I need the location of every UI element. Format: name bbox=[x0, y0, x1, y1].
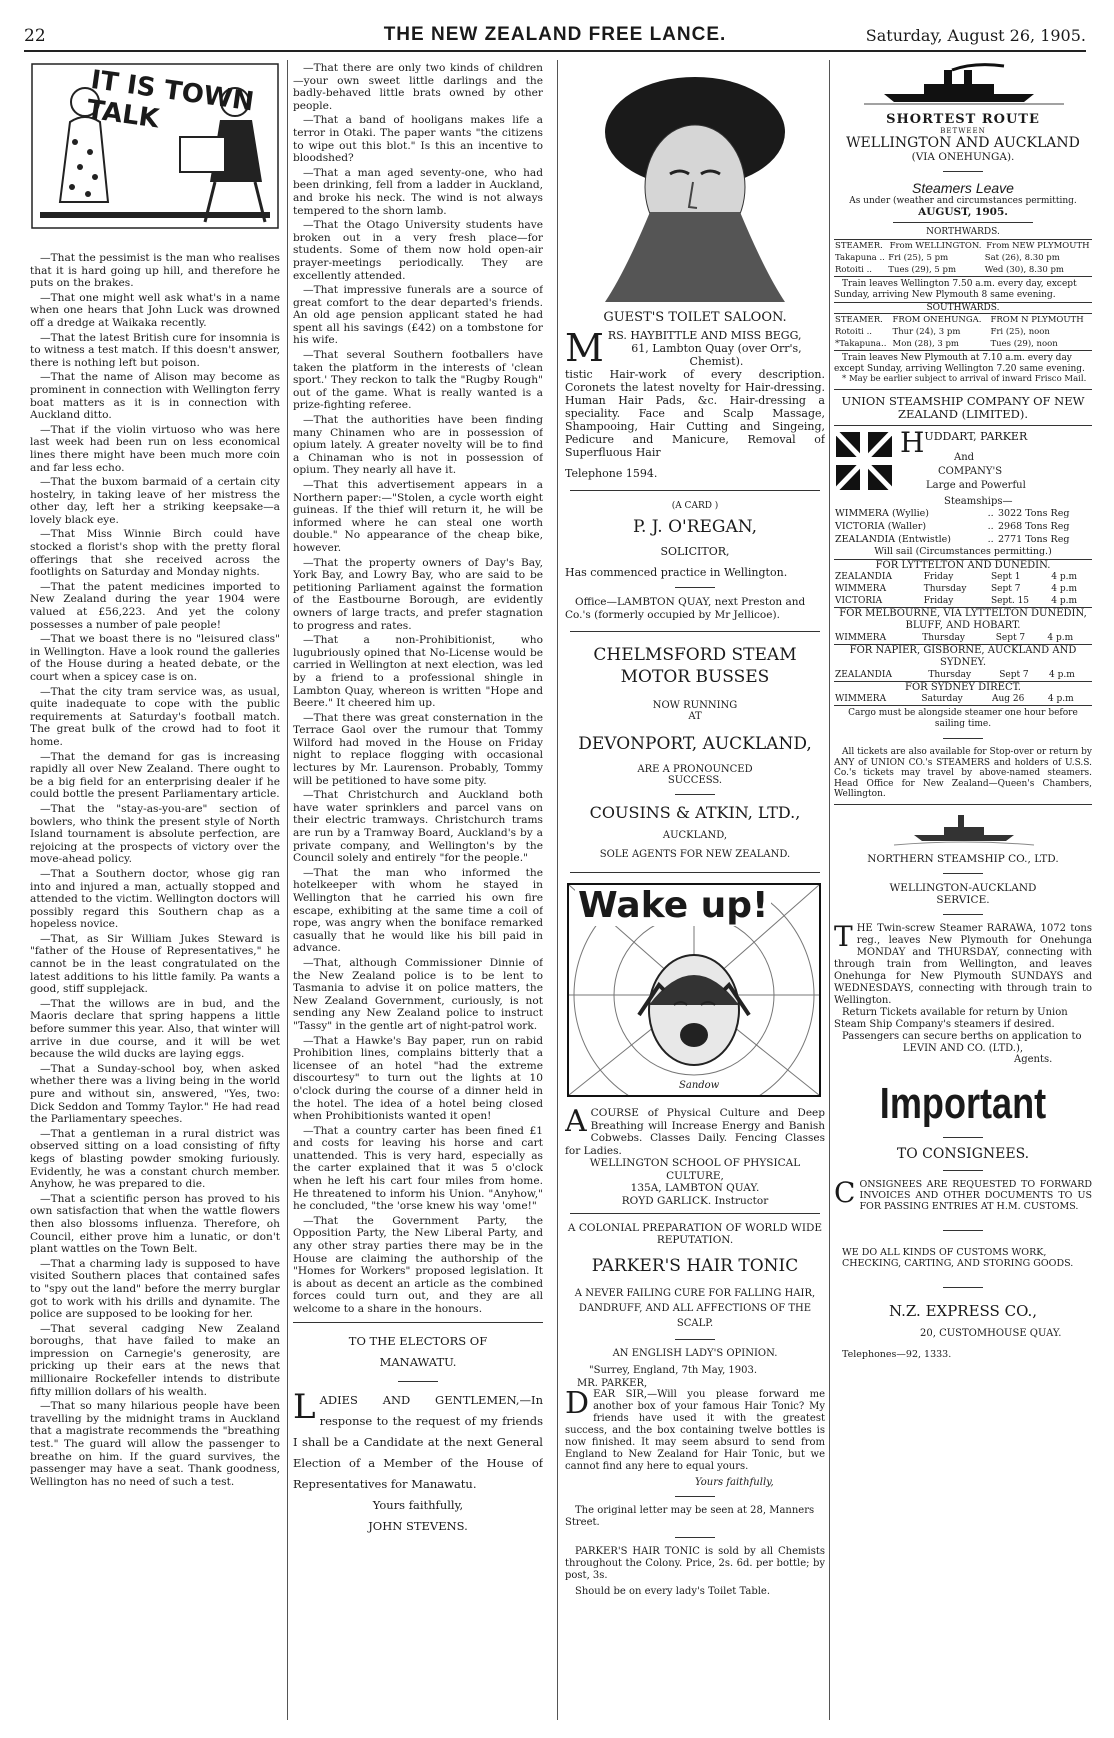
paragraph: —That the demand for gas is increasing rapidly all over New Zealand. There ought to be a big field for an enterprising dealer if he could bottle the present Parliamentary article. bbox=[30, 750, 280, 801]
wake-up-ad bbox=[567, 883, 821, 1097]
table-row bbox=[834, 520, 1092, 533]
divider bbox=[570, 872, 820, 873]
parker-title: PARKER'S HAIR TONIC bbox=[591, 1256, 799, 1276]
napier-table bbox=[834, 669, 1092, 681]
physical-instructor: ROYD GARLICK. Instructor bbox=[621, 1194, 769, 1207]
table-cell: ZEALANDIA (Entwistle) bbox=[835, 534, 951, 545]
drop-cap: C bbox=[834, 1175, 856, 1209]
divider bbox=[943, 1287, 983, 1288]
divider bbox=[675, 1537, 715, 1538]
parker-opinion: AN ENGLISH LADY'S OPINION. bbox=[612, 1348, 778, 1359]
paragraph: —That Christchurch and Auckland both have water sprinklers and parcel vans on their electric tramways. Christchurch trams are run by a Tramway Board, Auckland's by a private company, and Wellington's by the Council solely and entirely "for the people." bbox=[293, 789, 543, 865]
electors-notice bbox=[293, 1331, 543, 1537]
table-cell: 4 p.m bbox=[1051, 596, 1077, 606]
table-cell: 4 p.m bbox=[1047, 694, 1074, 704]
paragraph: —That several Southern footballers have taken the platform in the interests of 'clean sport.' They reckon to talk the "Rugby Rough" out of the game. What is really wanted is a prize-fighting referee. bbox=[293, 349, 543, 412]
paragraph: —That a Sunday-school boy, when asked whether there was a living being in the world pure and without sin, answered, "Yes, two: Dick Seddon and Tommy Taylor." He had read the Parliamentary speeches. bbox=[30, 1062, 280, 1126]
town-talk-continued-paragraphs bbox=[293, 62, 543, 1316]
express-address: 20, CUSTOMHOUSE QUAY. bbox=[920, 1327, 1062, 1339]
paragraph: —That this advertisement appears in a Northern paper:—"Stolen, a cycle worth eight guineas. If the thief will return it, he will be informed where he can steal one worth double." No appearance of the cheap bike, however. bbox=[293, 479, 543, 554]
steamers-leave: Steamers Leave bbox=[912, 180, 1014, 196]
northwards-note: Train leaves Wellington 7.50 a.m. every day, except Sunday, arriving New Plymouth 8 same evening. bbox=[834, 279, 1077, 300]
paragraph: —That a gentleman in a rural district was observed sitting on a load consisting of fifty kegs of blasting powder smoking furiously. Evidently, he was a constant church member. Anyhow, he was prepared to die. bbox=[30, 1127, 280, 1191]
table-cell: ZEALANDIA bbox=[835, 670, 892, 680]
drop-cap: D bbox=[565, 1386, 590, 1421]
divider bbox=[570, 490, 820, 491]
paragraph: —That the "stay-as-you-are" section of bowlers, who think the present style of North Island tournament is absolute perfection, are rejoicing at the prospects of victory over the move-ahead policy. bbox=[30, 802, 280, 866]
table-header bbox=[834, 240, 1092, 253]
town-talk-continued-column bbox=[293, 62, 543, 1722]
physical-address: 135A, LAMBTON QUAY. bbox=[630, 1182, 760, 1194]
table-row bbox=[834, 595, 1092, 607]
paragraph: —That a man aged seventy-one, who had been drinking, fell from a ladder in Auckland, and broke his neck. The wind is not always tempered to the shorn lamb. bbox=[293, 166, 543, 217]
divider bbox=[293, 1322, 543, 1323]
masthead: THE NEW ZEALAND FREE LANCE. bbox=[383, 24, 727, 45]
northern-body-block bbox=[834, 919, 1092, 1007]
table-cell: Takapuna .. bbox=[835, 253, 885, 263]
physical-school: WELLINGTON SCHOOL OF PHYSICAL CULTURE, bbox=[589, 1157, 801, 1182]
paragraph: —That, as Sir William Jukes Steward is "father of the House of Representatives," he cannot be in the least congratulated on the latest additions to his little family. Pa wants a good, stiff supplejack. bbox=[30, 932, 280, 996]
northern-agents: Agents. bbox=[1014, 1053, 1053, 1065]
table-row bbox=[834, 693, 1092, 705]
table-cell: Sept 7 bbox=[990, 584, 1021, 594]
table-cell: Thursday bbox=[928, 670, 972, 680]
cargo-note: Cargo must be alongside steamer one hour before sailing time. bbox=[834, 705, 1092, 730]
busses-city: AUCKLAND, bbox=[662, 830, 728, 841]
paragraph: —That the authorities have been finding many Chinamen who are in possession of opium lately. A greater novelty will be to find a Chinaman who is not in possession of opium. They nearly all have it. bbox=[293, 414, 543, 477]
route-month: AUGUST, 1905. bbox=[918, 206, 1008, 218]
page-number: 22 bbox=[24, 26, 46, 46]
busses-places: DEVONPORT, AUCKLAND, bbox=[578, 734, 812, 754]
solicitor-name: P. J. O'REGAN, bbox=[633, 517, 757, 537]
divider bbox=[398, 1381, 438, 1382]
table-cell: 4 p.m bbox=[1047, 633, 1074, 643]
route-title: SHORTEST ROUTE bbox=[886, 112, 1040, 127]
parker-cure: A NEVER FAILING CURE FOR FALLING HAIR, DANDRUFF, AND ALL AFFECTIONS OF THE SCALP. bbox=[574, 1288, 816, 1329]
advertisements-column-3 bbox=[565, 62, 825, 1722]
paragraph: —That the Government Party, the Opposition Party, the New Liberal Party, and any other stray parties there may be in the House are claiming the authorship of the "Homes for Workers" proposed legislation. It is about as decent an article as the combined forces could turn out, and they are all welcome to a share in the honours. bbox=[293, 1214, 543, 1315]
busses-running: NOW RUNNING bbox=[652, 700, 738, 711]
table-row bbox=[834, 252, 1092, 264]
town-talk-column bbox=[30, 62, 280, 1722]
table-row bbox=[834, 583, 1092, 595]
paragraph: —That impressive funerals are a source of great comfort to the dear departed's friends. An old age pension applicant stated he had spent all his savings (£42) on a tombstone for his wife. bbox=[293, 284, 543, 347]
paragraph: —That a country carter has been fined £1 and costs for leaving his horse and cart unattended. This is very hard, especially as the carter explained that it was 5 o'clock when he left his cart four miles from home. He threatened to inform his Union. "Anyhow," he concluded, "the 'orse knew his way 'ome!" bbox=[293, 1124, 543, 1213]
busses-title-line1: CHELMSFORD STEAM bbox=[593, 645, 797, 665]
saloon-services: tistic Hair-work of every description. Coronets the latest novelty for Hair-dressing. Human Hair Pads, &c. Hair-dressing a speciality. Face and Scalp Massage, Shampooing, Hair Cutting and Singeing, Pedicure and Manicure, Removal of Superfluous Hair bbox=[565, 368, 825, 459]
table-row bbox=[834, 571, 1092, 583]
table-cell: Saturday bbox=[921, 694, 963, 704]
wake-up-signature: Sandow bbox=[679, 1080, 720, 1091]
table-cell: 3022 Tons Reg bbox=[998, 508, 1070, 519]
table-cell: Friday bbox=[923, 572, 954, 582]
table-cell: Tues (29), noon bbox=[990, 339, 1058, 349]
paragraph: —That the property owners of Day's Bay, York Bay, and Lowry Bay, who are said to be petitioning Parliament against the formation of the Eastbourne Borough, are evidently owners of large tracts, and prefer stagnation to progress and rates. bbox=[293, 556, 543, 632]
union-flag-icon bbox=[836, 432, 892, 490]
paragraph: —That a charming lady is supposed to have visited Southern places that contained safes to "spy out the land" before the merry burglar got to work with his drills and dynamite. The police are supposed to be looking for her. bbox=[30, 1257, 280, 1321]
saloon-title: GUEST'S TOILET SALOON. bbox=[603, 310, 787, 325]
northern-body: HE Twin-screw Steamer RARAWA, 1072 tons reg., leaves New Plymouth for Onehunga MONDAY and THURSDAY, connecting with through train from Wellington, and leaves Onehunga for New Plymouth SUNDAYS and WEDNESDAYS, connecting with through train to Wellington. bbox=[834, 922, 1092, 1006]
table-cell: *Takapuna.. bbox=[835, 339, 887, 349]
paragraph: —That several cadging New Zealand boroughs, that have failed to make an impression on Carnegie's generosity, are pricking up their ears at the news that millionaire Rockefeller intends to distribute fifty million dollars of his wealth. bbox=[30, 1322, 280, 1398]
busses-title-line2: MOTOR BUSSES bbox=[620, 667, 770, 687]
frisco-note: * May be earlier subject to arrival of inward Frisco Mail. bbox=[842, 374, 1087, 384]
table-cell: Rotoiti .. bbox=[835, 327, 873, 337]
express-telephones: Telephones—92, 1333. bbox=[842, 1348, 952, 1360]
important-heading: Important bbox=[879, 1078, 1047, 1128]
drop-cap: T bbox=[834, 919, 853, 953]
paragraph: —That the Otago University students have broken out in a very fresh place—for students. Some of them now hold open-air prayer-meetings periodically. They are excellently attended. bbox=[293, 219, 543, 282]
divider bbox=[943, 1170, 983, 1171]
paragraph: —That a scientific person has proved to his own satisfaction that when the wattle flowers then also blossoms influenza. Therefore, oh Council, either prove him a lunatic, or don't plant wattles on the Town Belt. bbox=[30, 1192, 280, 1256]
paragraph: —That a Southern doctor, whose gig ran into and injured a man, actually stopped and attended to the victim. Wellington doctors will possibly regard this Southern chap as a hopeless novice. bbox=[30, 867, 280, 931]
route-lyttelton: FOR LYTTELTON AND DUNEDIN. bbox=[834, 559, 1092, 571]
parker-to: MR. PARKER, bbox=[577, 1378, 648, 1389]
table-header bbox=[834, 314, 1092, 327]
illustration-title: IT IS TOWN TALK bbox=[84, 64, 256, 135]
drop-cap: L bbox=[293, 1386, 316, 1427]
table-cell: Sept. 15 bbox=[990, 596, 1030, 606]
page-header bbox=[24, 20, 1086, 52]
paragraph: —That a band of hooligans makes life a terror in Otaki. The paper wants "the citizens to wipe out this blot." Is this an incentive to bloodshed? bbox=[293, 114, 543, 165]
table-cell: STEAMER. bbox=[835, 241, 883, 251]
physical-body: COURSE of Physical Culture and Deep Breathing will Increase Energy and Banish Cobwebs. Classes Daily. Fencing Classes for Ladies. bbox=[565, 1107, 825, 1157]
table-cell: VICTORIA (Waller) bbox=[835, 521, 927, 532]
paragraph: —That the name of Alison may become as prominent in connection with Wellington ferry boat matters as it is in connection with Auckland ditto. bbox=[30, 371, 280, 422]
northern-title: NORTHERN STEAMSHIP CO., LTD. bbox=[867, 852, 1059, 865]
northern-agent: LEVIN AND CO. (LTD.), bbox=[902, 1042, 1024, 1054]
solicitor-body: Has commenced practice in Wellington. bbox=[565, 566, 788, 579]
route-conditions: As under (weather and circumstances permitting. bbox=[849, 196, 1077, 206]
table-cell: Thursday bbox=[923, 584, 967, 594]
table-cell: Tues (29), 5 pm bbox=[888, 265, 956, 275]
paragraph: —That the patent medicines imported to New Zealand during the year 1904 were valued at £56,223. And yet the colony possesses a number of pale people! bbox=[30, 580, 280, 631]
northern-berths: Passengers can secure berths on application to bbox=[842, 1030, 1082, 1042]
table-row bbox=[834, 533, 1092, 546]
table-cell: Mon (28), 3 pm bbox=[892, 339, 959, 349]
table-cell: Sat (26), 8.30 pm bbox=[984, 253, 1060, 263]
table-cell: Sept 1 bbox=[990, 572, 1021, 582]
busses-agents: SOLE AGENTS FOR NEW ZEALAND. bbox=[599, 849, 791, 860]
route-napier: FOR NAPIER, GISBORNE, AUCKLAND AND SYDNEY. bbox=[834, 644, 1092, 669]
card-label: (A CARD ) bbox=[671, 501, 719, 511]
divider bbox=[943, 738, 983, 739]
advertisements-column-4 bbox=[834, 62, 1092, 1722]
parker-letter: EAR SIR,—Will you please forward me another box of your famous Hair Tonic? My friends have used it with the greatest success, and the box containing twelve bottles is now finished. It may seem absurd to send from England to New Zealand for Hair Tonic, but we cannot find any here to equal yours. bbox=[565, 1389, 825, 1472]
customs-work: WE DO ALL KINDS OF CUSTOMS WORK, CHECKING, CARTING, AND STORING GOODS. bbox=[842, 1246, 1074, 1269]
paragraph: —That a non-Prohibitionist, who lugubriously opined that No-License would be carried in Wellington at next election, was led by a friend to a professional shingle in Lambton Quay, whereon is written "Hope and Beere." It cheered him up. bbox=[293, 634, 543, 710]
table-cell: FROM N PLYMOUTH bbox=[990, 315, 1084, 325]
table-cell: From WELLINGTON. bbox=[889, 241, 982, 251]
divider bbox=[675, 794, 715, 795]
paragraph: —That one might well ask what's in a name when one hears that John Luck was drowned off a dredge at Waikaka recently. bbox=[30, 291, 280, 329]
consignees-body-block bbox=[834, 1175, 1092, 1212]
union-sail: Will sail (Circumstances permitting.) bbox=[874, 546, 1052, 557]
parker-original: The original letter may be seen at 28, Manners Street. bbox=[565, 1505, 815, 1528]
divider bbox=[943, 914, 983, 915]
wake-up-headline: Wake up! bbox=[575, 885, 771, 926]
busses-title bbox=[565, 644, 825, 688]
paragraph: —That the latest British cure for insomnia is to witness a test match. If this doesn't answer, there is nothing left but poison. bbox=[30, 331, 280, 369]
electors-body: ADIES AND GENTLEMEN,—In response to the request of my friends I shall be a Candidate at the next General Election of a Member of the House of Representatives for Manawatu. bbox=[293, 1392, 543, 1491]
table-cell: .. bbox=[987, 508, 994, 519]
table-cell: From NEW PLYMOUTH bbox=[986, 241, 1090, 251]
paragraph: —That the pessimist is the man who realises that it is hard going up hill, and therefore he puts on the brakes. bbox=[30, 252, 280, 290]
table-row bbox=[834, 669, 1092, 681]
electors-title: TO THE ELECTORS OF bbox=[348, 1333, 488, 1348]
table-cell: WIMMERA bbox=[835, 633, 887, 643]
divider bbox=[834, 804, 1092, 805]
express-firm: N.Z. EXPRESS CO., bbox=[888, 1301, 1038, 1320]
northern-return: Return Tickets available for return by Union Steam Ship Company's steamers if desired. bbox=[834, 1006, 1068, 1030]
electors-district: MANAWATU. bbox=[379, 1354, 457, 1369]
paragraph: —That a Hawke's Bay paper, run on rabid Prohibition lines, complains bitterly that a licensee of an hotel "had the extreme discourtesy" to turn out the lights at 10 o'clock during the course of a dinner held in the hotel. The idea of a hotel being closed when Prohibitionists wanted it open! bbox=[293, 1034, 543, 1123]
solicitor-role: SOLICITOR, bbox=[660, 545, 730, 558]
table-cell: Thur (24), 3 pm bbox=[892, 327, 961, 337]
table-cell: WIMMERA (Wyllie) bbox=[835, 508, 930, 519]
divider bbox=[675, 1496, 715, 1497]
divider bbox=[675, 587, 715, 588]
paragraph: —That, although Commissioner Dinnie of the New Zealand police is to be lent to Tasmania to advise it on police matters, the New Zealand Government, curiously, is not sending any New Zealand police to instruct "Tassy" in the gentle art of night-patrol work. bbox=[293, 956, 543, 1032]
column-rule bbox=[287, 60, 288, 1720]
table-row bbox=[834, 632, 1092, 644]
saloon-ad bbox=[565, 326, 825, 480]
drop-cap: M bbox=[565, 326, 604, 370]
parker-intro: A COLONIAL PREPARATION OF WORLD WIDE REPUTATION. bbox=[567, 1222, 823, 1246]
divider bbox=[893, 222, 1033, 223]
table-cell: VICTORIA bbox=[835, 596, 883, 606]
route-via: (VIA ONEHUNGA). bbox=[911, 151, 1015, 163]
saloon-phone: Telephone 1594. bbox=[565, 467, 658, 480]
northern-steamer-icon bbox=[834, 809, 1092, 849]
union-heading-block bbox=[834, 426, 1092, 496]
lady-portrait-image bbox=[565, 62, 825, 302]
saloon-address: 61, Lambton Quay (over Orr's, Chemist). bbox=[631, 342, 802, 368]
table-cell: STEAMER. bbox=[835, 315, 883, 325]
southwards-label: SOUTHWARDS. bbox=[834, 302, 1092, 313]
union-large: Large and Powerful bbox=[926, 480, 1026, 491]
northern-route: WELLINGTON-AUCKLAND SERVICE. bbox=[889, 881, 1037, 906]
paragraph: —That the man who informed the hotelkeeper with whom he stayed in Wellington that he carried his own fire escape, exhibiting at the same time a coil of rope, was angry when the boniface remarked casually that he would like his bill paid in advance. bbox=[293, 866, 543, 955]
paragraph: —That there was great consternation in the Terrace Gaol over the rumour that Tommy Wilford had moved in the House on Friday night to replace flogging with occasional lectures by Mr. Laurenson. Probably, Tommy will be petitioned to have some pity. bbox=[293, 711, 543, 787]
busses-pronounced: ARE A PRONOUNCED bbox=[637, 764, 753, 775]
divider bbox=[834, 389, 1092, 390]
parker-letter-block bbox=[565, 1386, 825, 1473]
table-cell: Wed (30), 8.30 pm bbox=[984, 265, 1064, 275]
union-head: UDDART, PARKER bbox=[924, 430, 1028, 443]
drop-cap: H bbox=[900, 426, 925, 459]
column-rule bbox=[557, 60, 558, 1720]
steamer-icon bbox=[834, 62, 1092, 108]
table-cell: WIMMERA bbox=[835, 694, 887, 704]
divider bbox=[943, 873, 983, 874]
table-cell: .. bbox=[987, 521, 994, 532]
paragraph: —That so many hilarious people have been travelling by the midnight trams in Auckland that a magistrate recommends the "breathing test." The guard will allow the passenger to breathe on him. If the guard survives, the passenger may have a seat. Thank goodness, Wellington has no need of such a test. bbox=[30, 1400, 280, 1488]
route-melbourne: FOR MELBOURNE, VIA LYTTELTON DUNEDIN, BLUFF, AND HOBART. bbox=[834, 607, 1092, 632]
union-fleet-table bbox=[834, 507, 1092, 546]
sydney-table bbox=[834, 693, 1092, 705]
table-cell: 2771 Tons Reg bbox=[998, 534, 1070, 545]
route-sydney: FOR SYDNEY DIRECT. bbox=[834, 681, 1092, 693]
parker-table: Should be on every lady's Toilet Table. bbox=[575, 1586, 771, 1597]
table-cell: .. bbox=[987, 534, 994, 545]
parker-sold: PARKER'S HAIR TONIC is sold by all Chemists throughout the Colony. Price, 2s. 6d. per bottle; by post, 3s. bbox=[565, 1546, 825, 1581]
table-cell: WIMMERA bbox=[835, 584, 887, 594]
table-cell: Friday bbox=[923, 596, 954, 606]
paragraph: —That there are only two kinds of children—your own sweet little darlings and the badly-behaved little brats owned by other people. bbox=[293, 62, 543, 112]
consignees-title: TO CONSIGNEES. bbox=[896, 1145, 1030, 1162]
issue-date: Saturday, August 26, 1905. bbox=[865, 26, 1086, 45]
southwards-table bbox=[834, 313, 1092, 351]
union-and: And bbox=[954, 452, 975, 463]
melbourne-table bbox=[834, 632, 1092, 644]
table-row bbox=[834, 326, 1092, 338]
lyttelton-table bbox=[834, 571, 1092, 607]
divider bbox=[570, 1213, 820, 1214]
divider bbox=[943, 1137, 983, 1138]
northwards-label: NORTHWARDS. bbox=[926, 227, 1000, 237]
parker-place: "Surrey, England, 7th May, 1903. bbox=[589, 1365, 758, 1376]
paragraph: —That if the violin virtuoso who was here last week had been run on less economical lines there might have been much more coin and far less echo. bbox=[30, 423, 280, 474]
divider bbox=[834, 425, 1092, 426]
table-cell: Sept 7 bbox=[999, 670, 1029, 680]
paragraph: —That Miss Winnie Birch could have stocked a florist's shop with the pretty floral offerings that she received across the footlights on Saturday and Monday nights. bbox=[30, 528, 280, 579]
union-title: UNION STEAMSHIP COMPANY OF NEW ZEALAND (LIMITED). bbox=[841, 394, 1085, 421]
consignees-body: ONSIGNEES ARE REQUESTED TO FORWARD INVOICES AND OTHER DOCUMENTS TO US FOR PASSING ENTRIES AT H.M. CUSTOMS. bbox=[859, 1178, 1092, 1212]
table-cell: FROM ONEHUNGA. bbox=[892, 315, 982, 325]
divider bbox=[943, 171, 983, 172]
table-row bbox=[834, 264, 1092, 277]
drop-cap: A bbox=[565, 1104, 587, 1139]
table-cell: ZEALANDIA bbox=[835, 572, 892, 582]
table-cell: 4 p.m bbox=[1051, 572, 1077, 582]
table-cell: Fri (25), noon bbox=[990, 327, 1050, 337]
paragraph: —That the city tram service was, as usual, quite inadequate to cope with the public requirements at Saturday's football match. The great bulk of the crowd had to foot it home. bbox=[30, 685, 280, 748]
route-places: WELLINGTON AND AUCKLAND bbox=[846, 135, 1080, 151]
divider bbox=[570, 631, 820, 632]
table-cell: Thursday bbox=[922, 633, 965, 643]
physical-culture-ad bbox=[565, 1104, 825, 1207]
saloon-proprietors: RS. HAYBITTLE AND MISS BEGG, bbox=[607, 329, 802, 342]
table-cell: Fri (25), 5 pm bbox=[888, 253, 949, 263]
table-cell: 4 p.m bbox=[1051, 584, 1077, 594]
busses-firm: COUSINS & ATKIN, LTD., bbox=[589, 803, 801, 822]
solicitor-office: Office—LAMBTON QUAY, next Preston and Co.'s (formerly occupied by Mr Jellicoe). bbox=[565, 596, 806, 621]
paragraph: —That the buxom barmaid of a certain city hostelry, in taking leave of her mistress the other day, left her a striking keepsake—a lovely black eye. bbox=[30, 476, 280, 526]
tickets-note: All tickets are also available for Stop-over or return by ANY of UNION CO.'s STEAMERS and holders of U.S.S. Co.'s tickets may travel by above-named steamers. Head Office for New Zealand—Queen's Chambers, Wellington. bbox=[834, 747, 1092, 799]
divider bbox=[675, 1339, 715, 1340]
table-row bbox=[834, 338, 1092, 351]
table-cell: Aug 26 bbox=[991, 694, 1025, 704]
column-rule bbox=[829, 60, 830, 1720]
table-cell: Rotoiti .. bbox=[835, 265, 873, 275]
paragraph: —That the willows are in bud, and the Maoris declare that spring happens a little before summer this year. Also, that winter will arrive in due course, and it will be wet because the wild ducks are laying eggs. bbox=[30, 997, 280, 1061]
electors-closing: Yours faithfully, bbox=[372, 1497, 464, 1512]
busses-success: SUCCESS. bbox=[667, 775, 723, 786]
table-cell: Sept 7 bbox=[995, 633, 1026, 643]
parker-yours: Yours faithfully, bbox=[695, 1477, 774, 1488]
route-between: BETWEEN bbox=[940, 127, 986, 135]
busses-at: AT bbox=[688, 711, 702, 722]
town-talk-paragraphs bbox=[30, 252, 280, 1488]
divider bbox=[943, 1230, 983, 1231]
northwards-table bbox=[834, 239, 1092, 277]
southwards-note: Train leaves New Plymouth at 7.10 a.m. every day except Sunday, arriving Wellington 7.20 same evening. bbox=[834, 353, 1085, 374]
electors-signature: JOHN STEVENS. bbox=[368, 1518, 468, 1533]
table-row bbox=[834, 507, 1092, 520]
paragraph: —That we boast there is no "leisured class" in Wellington. Have a look round the galleries of the House during a heated debate, or the court when a spicey case is on. bbox=[30, 633, 280, 683]
table-cell: 2968 Tons Reg bbox=[998, 521, 1070, 532]
union-steamships: Steamships— bbox=[944, 496, 1013, 507]
union-company: COMPANY'S bbox=[938, 466, 1003, 477]
table-cell: 4 p.m bbox=[1049, 670, 1075, 680]
town-talk-illustration bbox=[30, 62, 280, 230]
